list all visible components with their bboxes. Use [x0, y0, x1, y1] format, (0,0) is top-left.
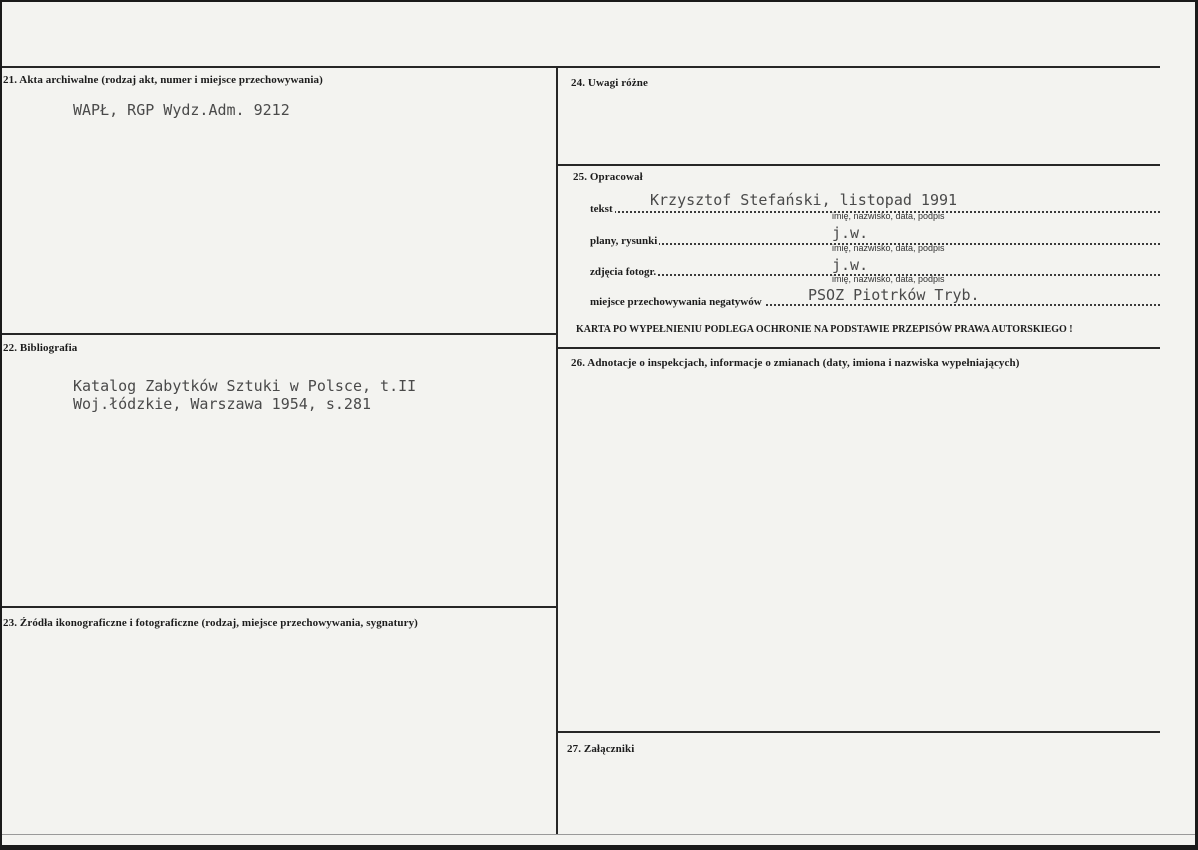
field-tekst-hint: imię, nazwisko, data, podpis: [832, 211, 945, 221]
bibliography-line-2: Woj.łódzkie, Warszawa 1954, s.281: [73, 395, 372, 413]
section-21-title: 21. Akta archiwalne: [3, 74, 99, 86]
section-23-title: 23. Źródła ikonograficzne i fotograficzne: [3, 617, 199, 629]
rule-25-26: [558, 347, 1160, 349]
field-zdjecia-hint: imię, nazwisko, data, podpis: [832, 274, 945, 284]
section-22-label: 22. Bibliografia: [3, 342, 78, 354]
section-26-note: (daty, imiona i nazwiska wypełniających): [822, 357, 1020, 369]
field-zdjecia-value: j.w.: [832, 256, 869, 274]
copyright-warning: KARTA PO WYPEŁNIENIU PODLEGA OCHRONIE NA PODSTAWIE PRZEPISÓW PRAWA AUTORSKIEGO !: [576, 324, 1073, 335]
section-25-label: 25. Opracował: [573, 171, 643, 183]
field-plany-value: j.w.: [832, 224, 869, 242]
section-26-label: [571, 357, 1020, 369]
section-26-title: 26. Adnotacje o inspekcjach, informacje o zmianach: [571, 357, 820, 369]
field-negatywy-value: PSOZ Piotrków Tryb.: [808, 286, 980, 304]
bottom-rule: [2, 834, 1195, 835]
section-23-label: [3, 617, 418, 629]
field-plany-label: plany, rysunki: [590, 235, 658, 247]
field-tekst-value: Krzysztof Stefański, listopad 1991: [650, 191, 958, 209]
section-21-label: [3, 74, 323, 86]
bibliography-line-1: Katalog Zabytków Sztuki w Polsce, t.II: [73, 377, 417, 395]
section-21-note: (rodzaj akt, numer i miejsce przechowywania): [101, 74, 323, 86]
rule-24-25: [558, 164, 1160, 166]
section-27-label: 27. Załączniki: [567, 743, 635, 755]
rule-26-27: [558, 731, 1160, 733]
rule-22-23: [2, 606, 558, 608]
field-tekst-label: tekst: [590, 203, 613, 215]
archive-card: [2, 2, 1195, 845]
field-negatywy-label: miejsce przechowywania negatywów: [590, 296, 762, 308]
rule-21-22: [2, 333, 558, 335]
section-21-value: WAPŁ, RGP Wydz.Adm. 9212: [73, 101, 290, 119]
section-24-label: 24. Uwagi różne: [571, 77, 648, 89]
field-plany-hint: imię, nazwisko, data, podpis: [832, 243, 945, 253]
center-divider: [556, 66, 558, 834]
section-23-note: (rodzaj, miejsce przechowywania, sygnatury): [201, 617, 418, 629]
top-rule: [2, 66, 1160, 68]
field-zdjecia-label: zdjęcia fotogr.: [590, 266, 657, 278]
